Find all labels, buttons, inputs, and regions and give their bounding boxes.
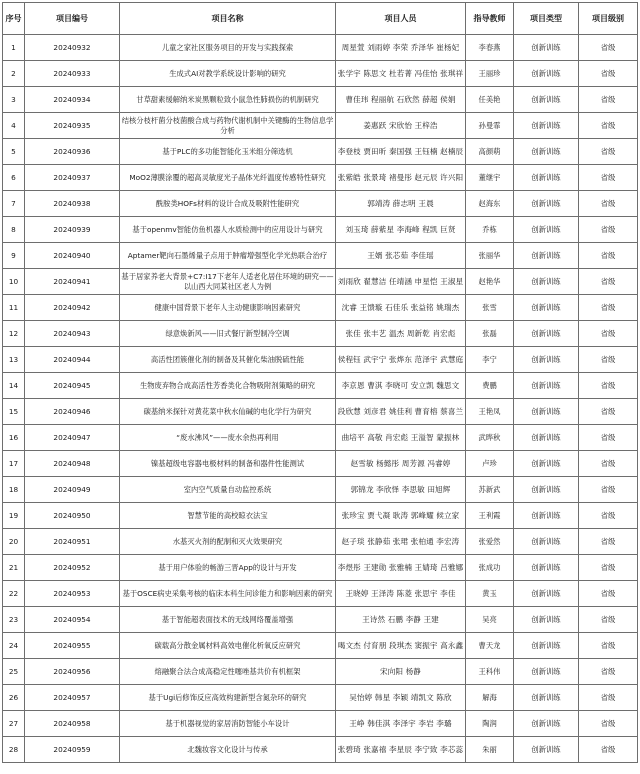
project-code: 20240950 xyxy=(25,503,120,529)
project-code: 20240943 xyxy=(25,321,120,347)
project-name: 镍基超级电容器电极材料的制备和器件性能测试 xyxy=(120,451,336,477)
project-members: 王晓婷 王泽涛 陈菱 张思宇 李佳 xyxy=(336,581,466,607)
table-row xyxy=(3,35,638,61)
table-row xyxy=(3,477,638,503)
project-name: 结核分枝杆菌分枝菌酸合成与药物代谢机制中关键酶的生物信息学分析 xyxy=(120,113,336,139)
header-project-name: 项目名称 xyxy=(120,3,336,35)
project-name: 基于openmv智能仿鱼机器人水质检测中的应用设计与研究 xyxy=(120,217,336,243)
table-row xyxy=(3,269,638,295)
project-level: 省级 xyxy=(579,35,638,61)
advisor: 苏新武 xyxy=(466,477,514,503)
project-name: 基于用户体验的畅游三晋App的设计与开发 xyxy=(120,555,336,581)
row-index: 7 xyxy=(3,191,25,217)
project-type: 创新训练 xyxy=(514,633,579,659)
project-code: 20240951 xyxy=(25,529,120,555)
project-level: 省级 xyxy=(579,711,638,737)
table-row xyxy=(3,373,638,399)
project-code: 20240952 xyxy=(25,555,120,581)
project-members: 赵子琰 张静茹 张珺 张柏通 李宏涛 xyxy=(336,529,466,555)
project-members: 宋向阳 杨静 xyxy=(336,659,466,685)
advisor: 任美艳 xyxy=(466,87,514,113)
project-members: 王峥 韩佳淇 李泽宇 李岩 李璐 xyxy=(336,711,466,737)
project-type: 创新训练 xyxy=(514,451,579,477)
table-row xyxy=(3,61,638,87)
table-row xyxy=(3,581,638,607)
project-level: 省级 xyxy=(579,581,638,607)
project-type: 创新训练 xyxy=(514,503,579,529)
project-name: 智慧节能的高校晾衣法宝 xyxy=(120,503,336,529)
project-code: 20240938 xyxy=(25,191,120,217)
advisor: 赵艳华 xyxy=(466,269,514,295)
project-members: 曹佳玮 程丽航 石欣然 薛超 侯娟 xyxy=(336,87,466,113)
project-type: 创新训练 xyxy=(514,217,579,243)
project-level: 省级 xyxy=(579,191,638,217)
row-index: 18 xyxy=(3,477,25,503)
project-level: 省级 xyxy=(579,165,638,191)
project-level: 省级 xyxy=(579,503,638,529)
project-name: 健康中国背景下老年人主动健康影响因素研究 xyxy=(120,295,336,321)
project-level: 省级 xyxy=(579,321,638,347)
project-name: 儿童之家社区服务项目的开发与实践探索 xyxy=(120,35,336,61)
row-index: 26 xyxy=(3,685,25,711)
row-index: 6 xyxy=(3,165,25,191)
project-level: 省级 xyxy=(579,61,638,87)
project-code: 20240934 xyxy=(25,87,120,113)
table-row xyxy=(3,425,638,451)
advisor: 朱丽 xyxy=(466,737,514,763)
project-code: 20240956 xyxy=(25,659,120,685)
project-name: 基于Ugi后修饰反应高效构建新型含氮杂环的研究 xyxy=(120,685,336,711)
project-code: 20240959 xyxy=(25,737,120,763)
table-row xyxy=(3,321,638,347)
project-name: 基于PLC的多功能智能化玉米组分筛选机 xyxy=(120,139,336,165)
project-members: 姜惠跃 宋欣怡 王梓浩 xyxy=(336,113,466,139)
advisor: 王利霞 xyxy=(466,503,514,529)
project-type: 创新训练 xyxy=(514,555,579,581)
project-level: 省级 xyxy=(579,87,638,113)
project-type: 创新训练 xyxy=(514,87,579,113)
project-members: 张佳 张丰艺 温杰 周新乾 肖宏彪 xyxy=(336,321,466,347)
row-index: 27 xyxy=(3,711,25,737)
advisor: 张爱然 xyxy=(466,529,514,555)
table-row xyxy=(3,295,638,321)
table-row xyxy=(3,555,638,581)
project-members: 段欣慧 刘彦君 姚佳利 曹育榕 蔡喜兰 xyxy=(336,399,466,425)
row-index: 11 xyxy=(3,295,25,321)
row-index: 24 xyxy=(3,633,25,659)
project-code: 20240939 xyxy=(25,217,120,243)
project-type: 创新训练 xyxy=(514,61,579,87)
project-name: 基于智能超表面技术的无线网络覆盖增强 xyxy=(120,607,336,633)
table-header-row xyxy=(3,3,638,35)
row-index: 20 xyxy=(3,529,25,555)
project-code: 20240935 xyxy=(25,113,120,139)
advisor: 吴亮 xyxy=(466,607,514,633)
project-name: Aptamer靶向石墨烯量子点用于肿瘤增强型化学光热联合治疗 xyxy=(120,243,336,269)
project-level: 省级 xyxy=(579,139,638,165)
project-level: 省级 xyxy=(579,737,638,763)
project-code: 20240954 xyxy=(25,607,120,633)
project-code: 20240953 xyxy=(25,581,120,607)
advisor: 张雪 xyxy=(466,295,514,321)
advisor: 王丽珍 xyxy=(466,61,514,87)
project-name: 熔融聚合法合成高稳定性噻唑基共价有机框架 xyxy=(120,659,336,685)
project-members: 郭靖涛 薛志明 王晨 xyxy=(336,191,466,217)
project-level: 省级 xyxy=(579,529,638,555)
row-index: 23 xyxy=(3,607,25,633)
row-index: 4 xyxy=(3,113,25,139)
row-index: 9 xyxy=(3,243,25,269)
project-type: 创新训练 xyxy=(514,243,579,269)
table-row xyxy=(3,87,638,113)
row-index: 17 xyxy=(3,451,25,477)
advisor: 王科伟 xyxy=(466,659,514,685)
project-name: 高活性团簇催化剂的制备及其催化柴油脱硫性能 xyxy=(120,347,336,373)
project-members: 郭锦龙 李欣怿 李思敏 田旭辉 xyxy=(336,477,466,503)
row-index: 5 xyxy=(3,139,25,165)
table-body xyxy=(3,35,638,763)
row-index: 19 xyxy=(3,503,25,529)
project-name: 生成式AI对教学系统设计影响的研究 xyxy=(120,61,336,87)
advisor: 解海 xyxy=(466,685,514,711)
advisor: 陶润 xyxy=(466,711,514,737)
table-row xyxy=(3,399,638,425)
table-row xyxy=(3,165,638,191)
project-members: 赵雪敏 杨懿彤 周芳源 冯睿婷 xyxy=(336,451,466,477)
header-project-code: 项目编号 xyxy=(25,3,120,35)
table-row xyxy=(3,737,638,763)
project-members: 沈睿 王馈璇 石佳乐 张益铭 姚瑞杰 xyxy=(336,295,466,321)
project-type: 创新训练 xyxy=(514,139,579,165)
project-name: 基于OSCE病史采集考核的临床本科生问诊能力和影响因素的研究 xyxy=(120,581,336,607)
project-code: 20240932 xyxy=(25,35,120,61)
table-row xyxy=(3,347,638,373)
advisor: 曹天龙 xyxy=(466,633,514,659)
table-row xyxy=(3,711,638,737)
project-name: MoO2薄膜涂覆的超高灵敏度光子晶体光纤温度传感特性研究 xyxy=(120,165,336,191)
header-advisor: 指导教师 xyxy=(466,3,514,35)
project-type: 创新训练 xyxy=(514,295,579,321)
project-code: 20240958 xyxy=(25,711,120,737)
project-name: 水基灭火剂的配制和灭火效果研究 xyxy=(120,529,336,555)
row-index: 16 xyxy=(3,425,25,451)
project-type: 创新训练 xyxy=(514,529,579,555)
row-index: 15 xyxy=(3,399,25,425)
project-name: 酰胺类HOFs材料的设计合成及吸附性能研究 xyxy=(120,191,336,217)
table-row xyxy=(3,529,638,555)
row-index: 22 xyxy=(3,581,25,607)
advisor: 费鹏 xyxy=(466,373,514,399)
project-code: 20240937 xyxy=(25,165,120,191)
project-code: 20240945 xyxy=(25,373,120,399)
project-code: 20240957 xyxy=(25,685,120,711)
advisor: 卢珍 xyxy=(466,451,514,477)
advisor: 乔栋 xyxy=(466,217,514,243)
project-code: 20240948 xyxy=(25,451,120,477)
project-type: 创新训练 xyxy=(514,659,579,685)
project-level: 省级 xyxy=(579,425,638,451)
table-row xyxy=(3,503,638,529)
advisor: 李宁 xyxy=(466,347,514,373)
project-members: 侯程钰 武宇宁 张烨东 范泽宇 武慧庭 xyxy=(336,347,466,373)
advisor: 张成功 xyxy=(466,555,514,581)
project-level: 省级 xyxy=(579,243,638,269)
advisor: 王艳凤 xyxy=(466,399,514,425)
project-level: 省级 xyxy=(579,269,638,295)
project-type: 创新训练 xyxy=(514,685,579,711)
project-table xyxy=(2,2,638,763)
project-type: 创新训练 xyxy=(514,425,579,451)
project-name: 碳载高分散金属材料高效电催化析氧反应研究 xyxy=(120,633,336,659)
project-type: 创新训练 xyxy=(514,113,579,139)
row-index: 1 xyxy=(3,35,25,61)
row-index: 28 xyxy=(3,737,25,763)
project-members: 喝文杰 付育朋 段琪杰 窦振宇 高永鑫 xyxy=(336,633,466,659)
table-row xyxy=(3,659,638,685)
project-members: 王诗然 石鹏 李静 王建 xyxy=(336,607,466,633)
project-code: 20240946 xyxy=(25,399,120,425)
project-type: 创新训练 xyxy=(514,191,579,217)
row-index: 8 xyxy=(3,217,25,243)
project-members: 吴怡婷 韩星 李颖 靖凯文 陈欣 xyxy=(336,685,466,711)
project-members: 曲培平 高敬 肖宏彪 王溢智 蒙振林 xyxy=(336,425,466,451)
project-level: 省级 xyxy=(579,217,638,243)
project-type: 创新训练 xyxy=(514,269,579,295)
project-members: 周星萱 刘雨婷 李荣 乔泽华 崔杨妃 xyxy=(336,35,466,61)
project-code: 20240947 xyxy=(25,425,120,451)
project-level: 省级 xyxy=(579,477,638,503)
row-index: 12 xyxy=(3,321,25,347)
project-type: 创新训练 xyxy=(514,321,579,347)
project-type: 创新训练 xyxy=(514,165,579,191)
project-list xyxy=(2,2,638,763)
row-index: 3 xyxy=(3,87,25,113)
project-members: 张珍宝 贾弋凝 耿涛 郭峰耀 候立家 xyxy=(336,503,466,529)
advisor: 张磊 xyxy=(466,321,514,347)
project-type: 创新训练 xyxy=(514,35,579,61)
header-project-type: 项目类型 xyxy=(514,3,579,35)
project-level: 省级 xyxy=(579,373,638,399)
project-code: 20240940 xyxy=(25,243,120,269)
row-index: 21 xyxy=(3,555,25,581)
project-type: 创新训练 xyxy=(514,737,579,763)
project-code: 20240933 xyxy=(25,61,120,87)
header-project-members: 项目人员 xyxy=(336,3,466,35)
table-row xyxy=(3,243,638,269)
project-name: 碳基纳米探针对黄花菜中秋水仙碱的电化学行为研究 xyxy=(120,399,336,425)
advisor: 张丽华 xyxy=(466,243,514,269)
project-members: 李京恩 曹淇 李晓可 安立凯 魏思文 xyxy=(336,373,466,399)
project-level: 省级 xyxy=(579,685,638,711)
advisor: 黄玉 xyxy=(466,581,514,607)
row-index: 2 xyxy=(3,61,25,87)
project-code: 20240942 xyxy=(25,295,120,321)
project-name: 室内空气质量自动监控系统 xyxy=(120,477,336,503)
project-code: 20240936 xyxy=(25,139,120,165)
project-members: 李煜彤 王建勋 张雅楠 王婧琦 吕雅娜 xyxy=(336,555,466,581)
project-level: 省级 xyxy=(579,555,638,581)
table-row xyxy=(3,607,638,633)
header-project-level: 项目级别 xyxy=(579,3,638,35)
table-row xyxy=(3,451,638,477)
advisor: 董继宇 xyxy=(466,165,514,191)
project-type: 创新训练 xyxy=(514,711,579,737)
advisor: 赵海东 xyxy=(466,191,514,217)
project-code: 20240955 xyxy=(25,633,120,659)
project-type: 创新训练 xyxy=(514,347,579,373)
table-row xyxy=(3,217,638,243)
table-row xyxy=(3,113,638,139)
row-index: 13 xyxy=(3,347,25,373)
table-row xyxy=(3,191,638,217)
table-row xyxy=(3,633,638,659)
project-type: 创新训练 xyxy=(514,607,579,633)
project-members: 张紫皓 张景琦 褚曼彤 赵元辰 许兴阳 xyxy=(336,165,466,191)
project-name: 绿意焕新风——旧式餐厅新型制冷空调 xyxy=(120,321,336,347)
project-members: 李登枝 贾田昕 秦国强 王钰楠 赵楠辰 xyxy=(336,139,466,165)
project-code: 20240949 xyxy=(25,477,120,503)
project-members: 张学宇 陈思文 杜若菁 冯佳怡 张琪祥 xyxy=(336,61,466,87)
project-members: 王婿 张芯茹 李佳瑶 xyxy=(336,243,466,269)
project-code: 20240941 xyxy=(25,269,120,295)
row-index: 25 xyxy=(3,659,25,685)
advisor: 武晔秋 xyxy=(466,425,514,451)
project-level: 省级 xyxy=(579,659,638,685)
project-name: “废水沸风”——废水余热再利用 xyxy=(120,425,336,451)
project-level: 省级 xyxy=(579,633,638,659)
table-row xyxy=(3,139,638,165)
project-name: 北魏妆容文化设计与传承 xyxy=(120,737,336,763)
project-level: 省级 xyxy=(579,113,638,139)
project-level: 省级 xyxy=(579,295,638,321)
project-level: 省级 xyxy=(579,607,638,633)
project-level: 省级 xyxy=(579,399,638,425)
project-name: 基于居家养老大背景+C7:I17下老年人适老化居住环境的研究——以山西大同某社区老人为例 xyxy=(120,269,336,295)
project-members: 刘雨欣 翟慧洁 任靖涵 申星恺 王淑星 xyxy=(336,269,466,295)
project-type: 创新训练 xyxy=(514,373,579,399)
project-code: 20240944 xyxy=(25,347,120,373)
project-type: 创新训练 xyxy=(514,477,579,503)
project-level: 省级 xyxy=(579,347,638,373)
advisor: 孙曼霏 xyxy=(466,113,514,139)
project-type: 创新训练 xyxy=(514,581,579,607)
table-row xyxy=(3,685,638,711)
project-level: 省级 xyxy=(579,451,638,477)
project-members: 刘玉琦 薛紫星 李海峰 程凯 巨贤 xyxy=(336,217,466,243)
project-name: 甘草甜素缓解纳米炭黑颗粒致小鼠急性肺损伤的机制研究 xyxy=(120,87,336,113)
row-index: 14 xyxy=(3,373,25,399)
advisor: 高颜萌 xyxy=(466,139,514,165)
header-index: 序号 xyxy=(3,3,25,35)
advisor: 李春燕 xyxy=(466,35,514,61)
project-members: 张碧琦 张嘉禧 李星辰 李宁致 李芯蕊 xyxy=(336,737,466,763)
project-name: 生物废弃物合成高活性芳香类化合物吸附剂策略的研究 xyxy=(120,373,336,399)
project-type: 创新训练 xyxy=(514,399,579,425)
row-index: 10 xyxy=(3,269,25,295)
project-name: 基于机器视觉的家居消防智能小车设计 xyxy=(120,711,336,737)
